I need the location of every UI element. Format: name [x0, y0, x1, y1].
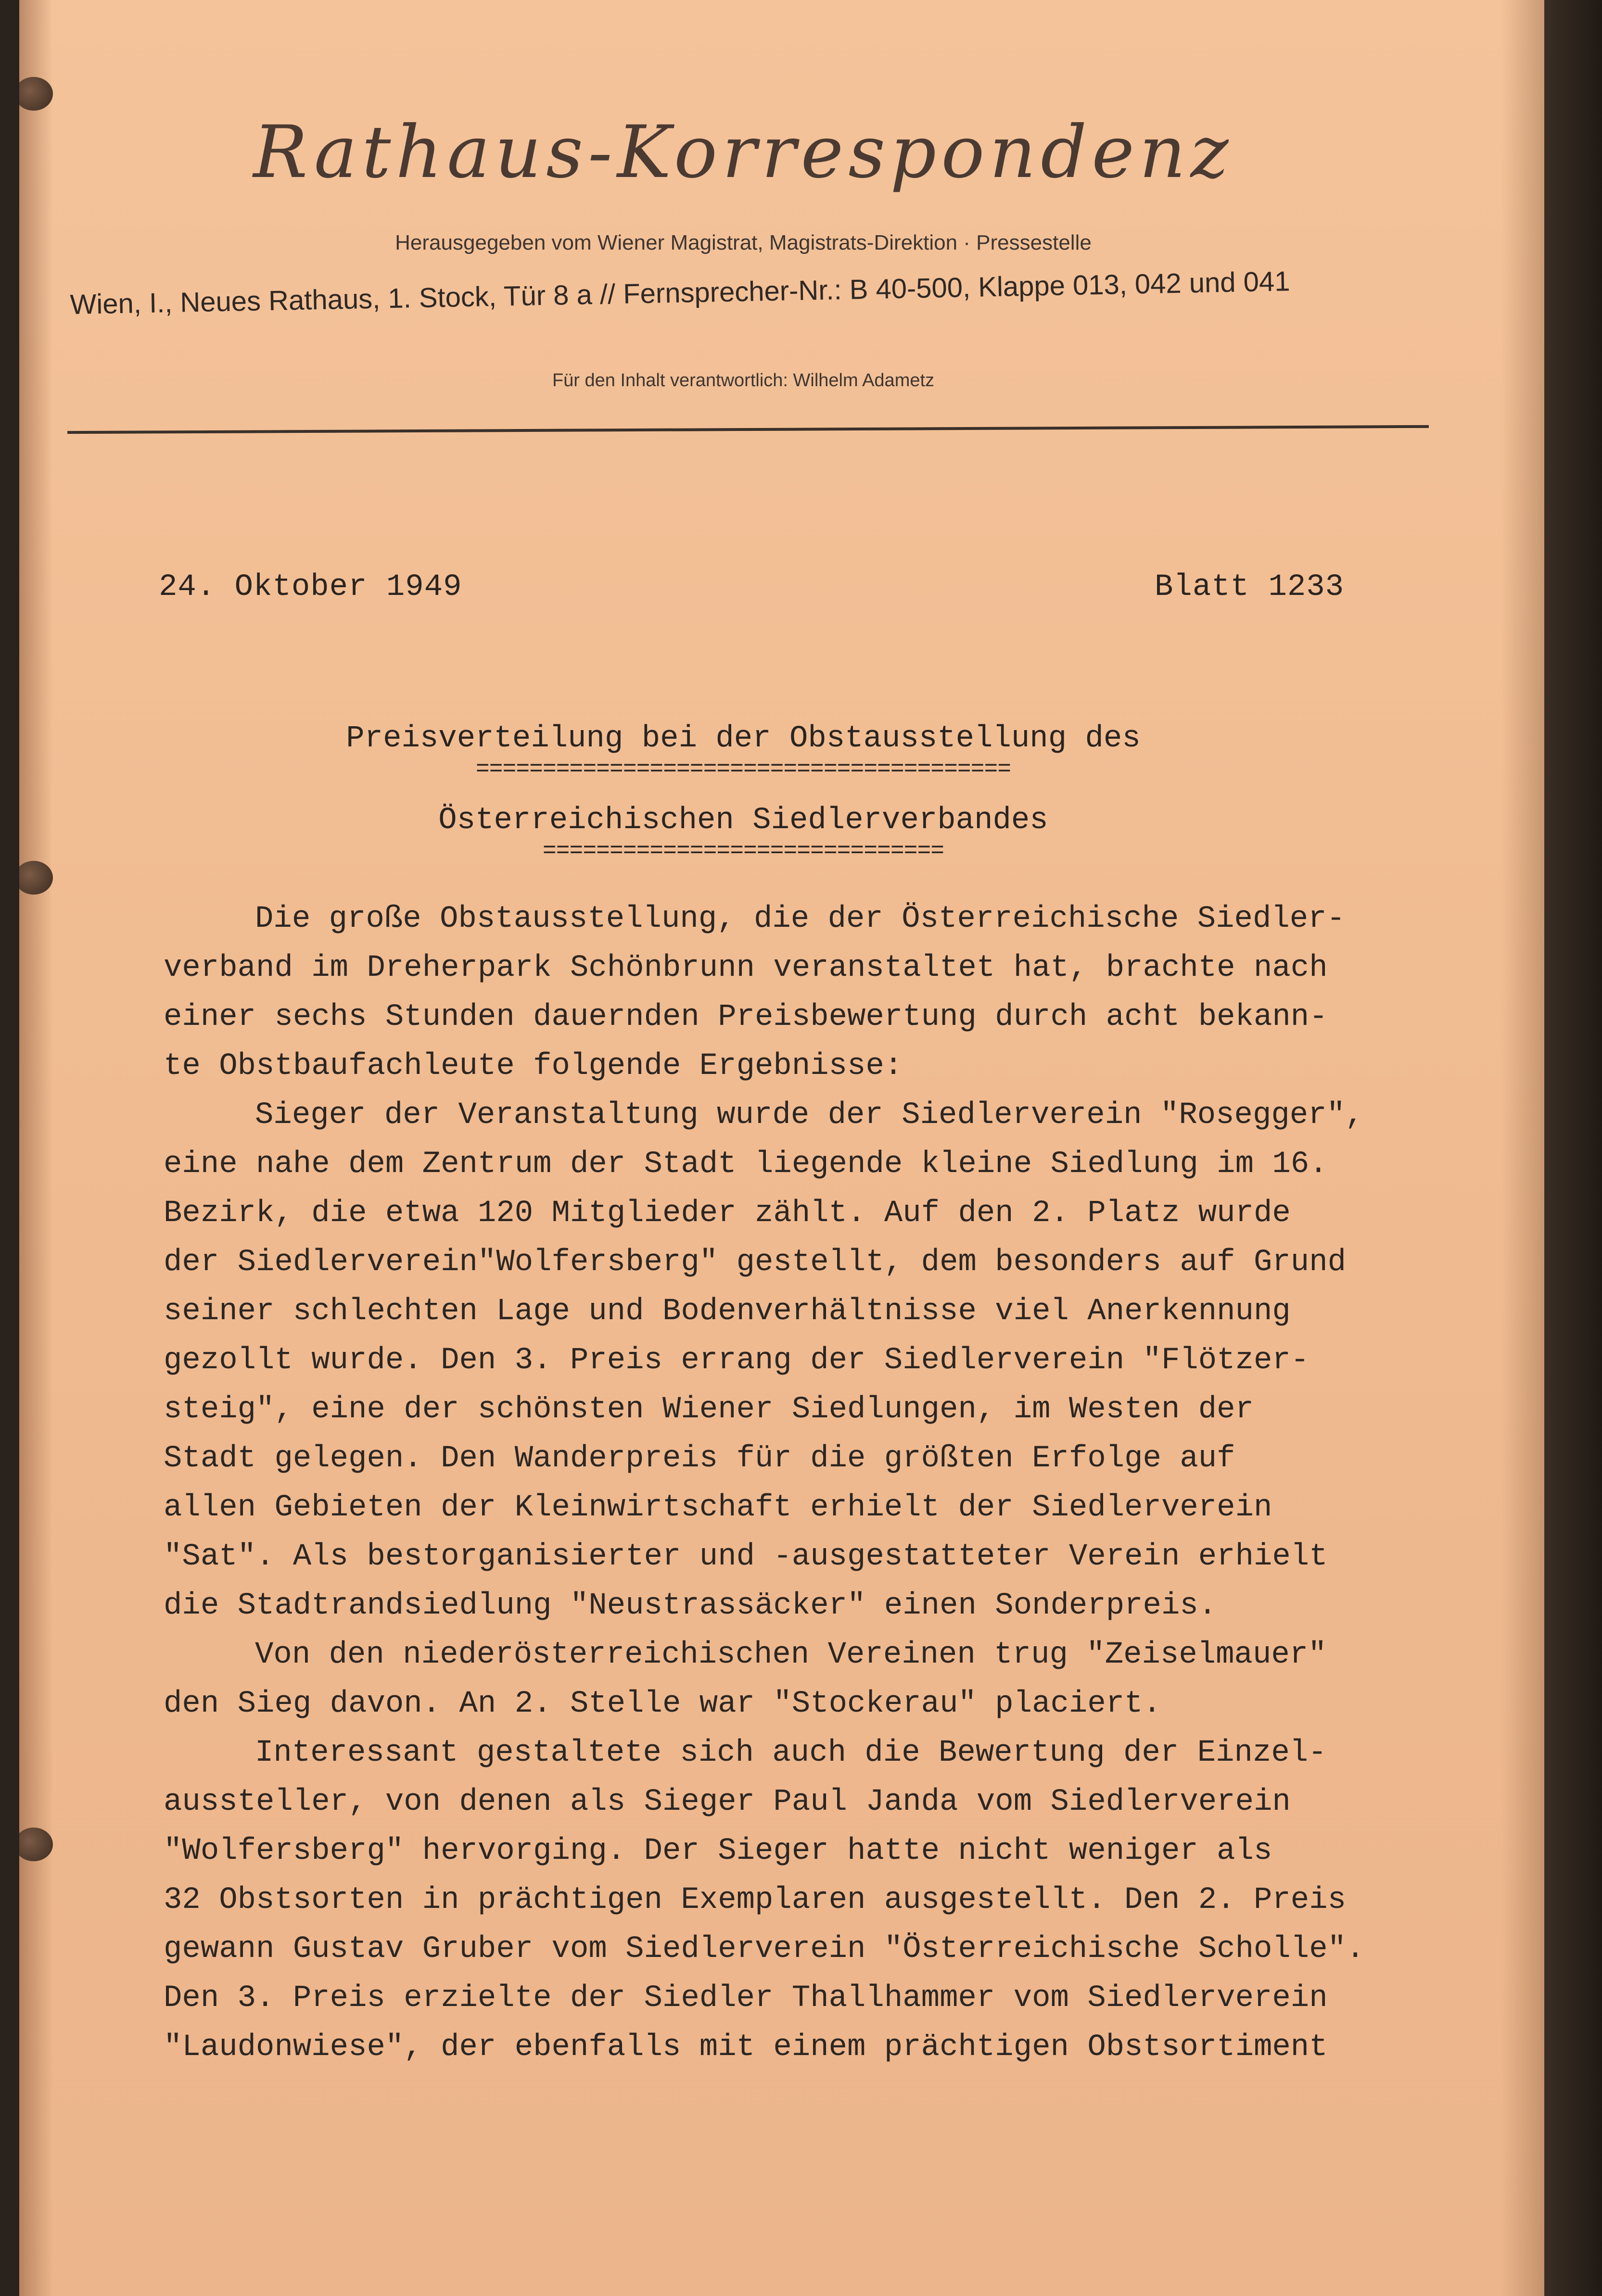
body-line: der Siedlerverein"Wolfersberg" gestellt, dem besonders auf Grund: [164, 1245, 1346, 1280]
scan-background-edge: [1544, 0, 1602, 2296]
heading-underline-2: ==============================: [542, 842, 944, 861]
binding-hole: [19, 861, 53, 895]
body-line: Von den niederösterreichischen Vereinen trug "Zeiselmauer": [255, 1638, 1327, 1672]
body-line: seiner schlechten Lage und Bodenverhältnisse viel Anerkennung: [164, 1294, 1291, 1329]
heading-underline-1: ========================================: [475, 760, 1011, 779]
document-date: 24. Oktober 1949: [159, 570, 462, 605]
body-line: "Wolfersberg" hervorging. Der Sieger hatte nicht weniger als: [164, 1834, 1272, 1868]
masthead-rule: [67, 425, 1429, 434]
masthead-title: Rathaus-Korrespondenz: [253, 111, 1233, 194]
body-line: Stadt gelegen. Den Wanderpreis für die größten Erfolge auf: [164, 1441, 1235, 1476]
article-body: [164, 895, 1453, 2072]
body-line: Den 3. Preis erzielte der Siedler Thallhammer vom Siedlerverein: [164, 1981, 1328, 2016]
body-line: 32 Obstsorten in prächtigen Exemplaren ausgestellt. Den 2. Preis: [164, 1883, 1346, 1918]
body-line: steig", eine der schönsten Wiener Siedlungen, im Westen der: [164, 1392, 1254, 1427]
body-line: eine nahe dem Zentrum der Stadt liegende kleine Siedlung im 16.: [164, 1147, 1328, 1182]
body-line: den Sieg davon. An 2. Stelle war "Stockerau" placiert.: [164, 1687, 1161, 1721]
body-line: die Stadtrandsiedlung "Neustrassäcker" einen Sonderpreis.: [164, 1589, 1217, 1623]
body-line: allen Gebieten der Kleinwirtschaft erhielt der Siedlerverein: [164, 1490, 1272, 1525]
body-line: verband im Dreherpark Schönbrunn veranstaltet hat, brachte nach: [164, 951, 1328, 985]
sheet-number: Blatt 1233: [1155, 570, 1345, 605]
article-heading-line-1: Preisverteilung bei der Obstausstellung des: [346, 721, 1141, 756]
body-line: Sieger der Veranstaltung wurde der Siedlerverein "Rosegger",: [255, 1098, 1364, 1133]
article-heading-line-2: Österreichischen Siedlerverbandes: [438, 803, 1048, 838]
body-line: aussteller, von denen als Sieger Paul Janda vom Siedlerverein: [164, 1785, 1291, 1819]
masthead-address: Wien, I., Neues Rathaus, 1. Stock, Tür 8 a // Fernsprecher-Nr.: B 40-500, Klappe 013, 042 und 041: [70, 265, 1291, 320]
body-line: gewann Gustav Gruber vom Siedlerverein "Österreichische Scholle".: [164, 1932, 1365, 1967]
body-line: Interessant gestaltete sich auch die Bewertung der Einzel-: [255, 1736, 1327, 1770]
body-line: gezollt wurde. Den 3. Preis errang der Siedlerverein "Flötzer-: [164, 1343, 1310, 1378]
masthead-responsible: Für den Inhalt verantwortlich: Wilhelm Adametz: [552, 370, 935, 391]
body-line: "Laudonwiese", der ebenfalls mit einem prächtigen Obstsortiment: [164, 2030, 1328, 2065]
masthead: [19, 0, 1544, 457]
document-page: [19, 0, 1544, 2296]
body-line: te Obstbaufachleute folgende Ergebnisse:: [164, 1049, 903, 1084]
binding-hole: [19, 1828, 53, 1861]
body-line: "Sat". Als bestorganisierter und -ausgestatteter Verein erhielt: [164, 1539, 1328, 1574]
body-line: einer sechs Stunden dauernden Preisbewertung durch acht bekann-: [164, 1000, 1328, 1034]
masthead-subtitle: Herausgegeben vom Wiener Magistrat, Magistrats-Direktion · Pressestelle: [395, 231, 1092, 254]
body-line: Die große Obstausstellung, die der Österreichische Siedler-: [255, 902, 1345, 936]
body-line: Bezirk, die etwa 120 Mitglieder zählt. Auf den 2. Platz wurde: [164, 1196, 1291, 1231]
